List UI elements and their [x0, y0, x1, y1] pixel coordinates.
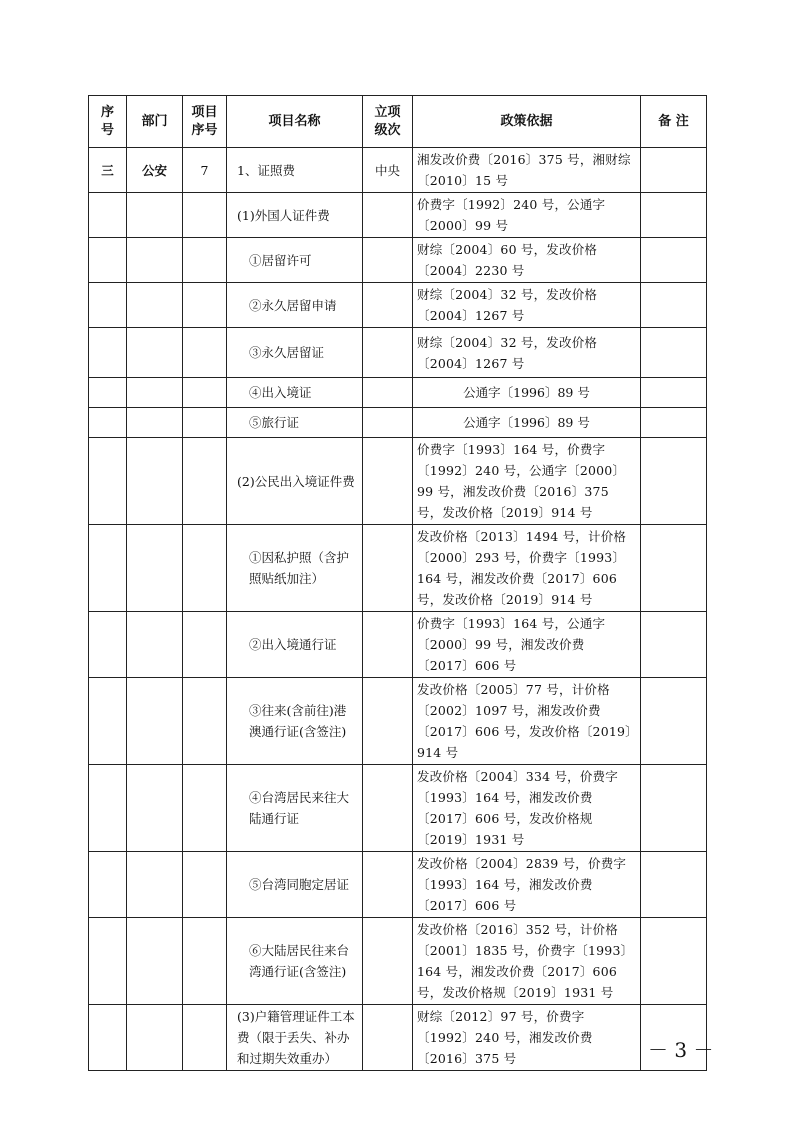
fee-policy-table [88, 95, 707, 1071]
row-level [363, 852, 413, 918]
table-row [89, 525, 707, 612]
table-row [89, 765, 707, 852]
row-seq [89, 438, 127, 525]
row-seq [89, 852, 127, 918]
row-remark [641, 238, 707, 283]
row-dept [127, 765, 183, 852]
row-item-name: ③往来(含前往)港澳通行证(含签注) [227, 678, 363, 765]
row-item-seq [183, 1005, 227, 1071]
row-remark [641, 408, 707, 438]
header-remark: 备 注 [641, 96, 707, 148]
row-dept [127, 678, 183, 765]
row-policy: 价费字〔1993〕164 号，公通字〔2000〕99 号，湘发改价费〔2017〕606 号 [413, 612, 641, 678]
row-dept [127, 1005, 183, 1071]
row-seq [89, 283, 127, 328]
row-policy: 发改价格〔2013〕1494 号，计价格〔2000〕293 号，价费字〔1993〕164 号，湘发改价费〔2017〕606 号，发改价格〔2019〕914 号 [413, 525, 641, 612]
row-remark [641, 148, 707, 193]
row-item-name: ①因私护照（含护照贴纸加注） [227, 525, 363, 612]
row-policy: 财综〔2004〕32 号，发改价格〔2004〕1267 号 [413, 283, 641, 328]
row-level [363, 193, 413, 238]
row-seq [89, 612, 127, 678]
row-dept [127, 918, 183, 1005]
row-item-seq [183, 765, 227, 852]
row-item-name: ④台湾居民来往大陆通行证 [227, 765, 363, 852]
header-dept: 部门 [127, 96, 183, 148]
row-level [363, 1005, 413, 1071]
row-level [363, 328, 413, 378]
header-level: 立项级次 [363, 96, 413, 148]
row-item-name: ②永久居留申请 [227, 283, 363, 328]
row-dept [127, 283, 183, 328]
row-level [363, 283, 413, 328]
row-policy: 发改价格〔2004〕2839 号，价费字〔1993〕164 号，湘发改价费〔2017〕606 号 [413, 852, 641, 918]
row-remark [641, 918, 707, 1005]
row-seq [89, 378, 127, 408]
row-item-seq [183, 238, 227, 283]
table-row [89, 678, 707, 765]
row-policy: 发改价格〔2016〕352 号，计价格〔2001〕1835 号，价费字〔1993〕164 号，湘发改价费〔2017〕606 号，发改价格规〔2019〕1931 号 [413, 918, 641, 1005]
row-level [363, 438, 413, 525]
row-item-seq [183, 283, 227, 328]
table-row [89, 328, 707, 378]
table-row [89, 193, 707, 238]
table-row [89, 408, 707, 438]
row-level [363, 238, 413, 283]
row-policy: 发改价格〔2005〕77 号，计价格〔2002〕1097 号，湘发改价费〔2017〕606 号，发改价格〔2019〕914 号 [413, 678, 641, 765]
header-policy: 政策依据 [413, 96, 641, 148]
row-item-name: ⑤旅行证 [227, 408, 363, 438]
row-level: 中央 [363, 148, 413, 193]
row-policy: 价费字〔1992〕240 号，公通字〔2000〕99 号 [413, 193, 641, 238]
header-item-seq: 项目序号 [183, 96, 227, 148]
row-dept: 公安 [127, 148, 183, 193]
row-item-name: ③永久居留证 [227, 328, 363, 378]
row-seq [89, 765, 127, 852]
table-row [89, 283, 707, 328]
row-dept [127, 525, 183, 612]
row-policy: 价费字〔1993〕164 号，价费字〔1992〕240 号，公通字〔2000〕99 号，湘发改价费〔2016〕375 号，发改价格〔2019〕914 号 [413, 438, 641, 525]
row-remark [641, 678, 707, 765]
row-remark [641, 378, 707, 408]
row-level [363, 918, 413, 1005]
row-item-name: ⑥大陆居民往来台湾通行证(含签注) [227, 918, 363, 1005]
row-item-seq [183, 918, 227, 1005]
table-row [89, 438, 707, 525]
row-policy: 公通字〔1996〕89 号 [413, 378, 641, 408]
row-item-name: (1)外国人证件费 [227, 193, 363, 238]
table-row [89, 918, 707, 1005]
row-item-name: (2)公民出入境证件费 [227, 438, 363, 525]
header-seq: 序号 [89, 96, 127, 148]
row-remark [641, 852, 707, 918]
row-policy: 湘发改价费〔2016〕375 号，湘财综〔2010〕15 号 [413, 148, 641, 193]
row-dept [127, 408, 183, 438]
row-remark [641, 765, 707, 852]
row-item-seq [183, 525, 227, 612]
row-dept [127, 612, 183, 678]
row-policy: 财综〔2004〕32 号，发改价格〔2004〕1267 号 [413, 328, 641, 378]
row-seq [89, 193, 127, 238]
row-level [363, 378, 413, 408]
row-seq [89, 328, 127, 378]
row-item-name: ⑤台湾同胞定居证 [227, 852, 363, 918]
row-dept [127, 378, 183, 408]
table-row [89, 852, 707, 918]
row-dept [127, 238, 183, 283]
row-level [363, 678, 413, 765]
row-level [363, 525, 413, 612]
row-item-name: ④出入境证 [227, 378, 363, 408]
row-item-name: ①居留许可 [227, 238, 363, 283]
row-item-seq [183, 612, 227, 678]
row-seq [89, 1005, 127, 1071]
row-level [363, 612, 413, 678]
row-seq [89, 918, 127, 1005]
table-row [89, 148, 707, 193]
row-dept [127, 328, 183, 378]
row-item-name: 1、证照费 [227, 148, 363, 193]
row-policy: 发改价格〔2004〕334 号，价费字〔1993〕164 号，湘发改价费〔2017〕606 号，发改价格规〔2019〕1931 号 [413, 765, 641, 852]
row-policy: 财综〔2004〕60 号，发改价格〔2004〕2230 号 [413, 238, 641, 283]
row-seq [89, 408, 127, 438]
table-row [89, 238, 707, 283]
row-item-seq [183, 328, 227, 378]
row-seq [89, 678, 127, 765]
row-item-seq [183, 378, 227, 408]
row-remark [641, 438, 707, 525]
row-level [363, 408, 413, 438]
row-seq [89, 525, 127, 612]
row-item-seq [183, 852, 227, 918]
row-policy: 财综〔2012〕97 号，价费字〔1992〕240 号，湘发改价费〔2016〕375 号 [413, 1005, 641, 1071]
row-seq: 三 [89, 148, 127, 193]
row-remark [641, 612, 707, 678]
row-remark [641, 328, 707, 378]
row-remark [641, 283, 707, 328]
row-item-seq: 7 [183, 148, 227, 193]
row-remark [641, 193, 707, 238]
row-dept [127, 852, 183, 918]
table-header-row [89, 96, 707, 148]
row-item-seq [183, 678, 227, 765]
header-item-name: 项目名称 [227, 96, 363, 148]
table-row [89, 378, 707, 408]
row-dept [127, 438, 183, 525]
row-seq [89, 238, 127, 283]
table-row [89, 1005, 707, 1071]
row-dept [127, 193, 183, 238]
table-row [89, 612, 707, 678]
row-item-seq [183, 408, 227, 438]
row-item-seq [183, 438, 227, 525]
row-item-name: ②出入境通行证 [227, 612, 363, 678]
row-item-seq [183, 193, 227, 238]
row-policy: 公通字〔1996〕89 号 [413, 408, 641, 438]
page-number: － 3 － [648, 1038, 714, 1062]
row-level [363, 765, 413, 852]
row-remark [641, 525, 707, 612]
row-item-name: (3)户籍管理证件工本费（限于丢失、补办和过期失效重办） [227, 1005, 363, 1071]
